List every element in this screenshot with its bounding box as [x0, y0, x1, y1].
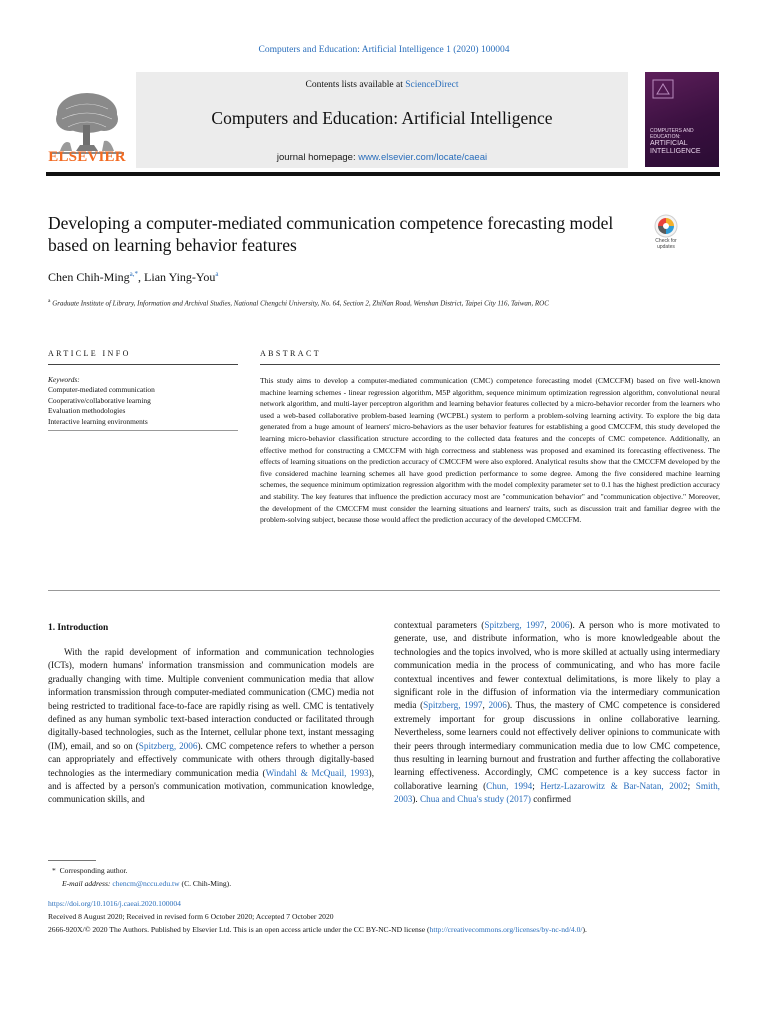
article-info-rule [48, 364, 238, 365]
cover-line: COMPUTERS AND [650, 128, 694, 134]
email-suffix: (C. Chih-Ming). [179, 879, 232, 888]
abstract-bottom-rule [48, 590, 720, 591]
affiliation-text: Graduate Institute of Library, Information and Archival Studies, National Chengchi University, No. 64, Section 2, ZhiNan Road, Wenshan District, Taipei City 116, Taiwan, ROC [52, 299, 549, 308]
cover-line: INTELLIGENCE [650, 148, 701, 155]
citation-link[interactable]: Chua and Chua's study (2017) [420, 794, 531, 805]
author-separator: , [138, 270, 145, 284]
affiliation [48, 296, 668, 309]
text-run: , [544, 620, 552, 630]
homepage-prefix: journal homepage: [276, 152, 359, 163]
text-run: ). Thus, the mastery of CMC competence is considered extremely important for group discussions in online collaborative learning. Nevertheless, some learners could not effectively deliver opinions to communicate with their peers through intermediary communication media due to low CMC competence, thus resulting in learning burnout and frustration and further affecting the collaborative learning effectiveness. Accordingly, CMC competence is a key success factor in collaborative learning ( [394, 700, 720, 791]
badge-line: updates [657, 243, 675, 250]
email-label: E-mail address: [62, 879, 113, 888]
journal-citation[interactable]: Computers and Education: Artificial Intelligence 1 (2020) 100004 [258, 45, 510, 55]
author-name: Lian Ying-You [144, 270, 216, 284]
section-heading-introduction: 1. Introduction [48, 623, 109, 633]
cover-emblem-icon [651, 78, 675, 100]
sciencedirect-link[interactable]: ScienceDirect [405, 80, 459, 90]
doi-link[interactable]: https://doi.org/10.1016/j.caeai.2020.100004 [48, 899, 181, 908]
elsevier-wordmark: ELSEVIER [48, 149, 126, 165]
text-run: ), and is affected by a person's communication motivation, communication knowledge, communication skills, and [48, 767, 374, 805]
keyword-item: Evaluation methodologies [48, 406, 126, 416]
contents-line [136, 80, 628, 90]
citation-link[interactable]: Spitzberg, 2006 [138, 740, 198, 751]
footnote-rule [48, 860, 96, 861]
text-run: With the rapid development of information and communication technologies (ICTs), modern humans' information transmission and communication models are gradually changing with time. Multiple convenient communication media that allow information transmission through computer-mediated communication (CMC) media not being restricted to traditional face-to-face are rapidly rising as well. CMC is tentatively defined as any human symbolic text-based interaction conducted or facilitated through digitally-based technologies, such as the Internet, cellular phone text, instant messaging (IM), email, and so on ( [48, 647, 374, 751]
cover-line: EDUCATION: [650, 134, 681, 140]
text-run: contextual parameters ( [394, 620, 485, 630]
keyword-item: Cooperative/collaborative learning [48, 395, 151, 405]
text-run: ). CMC competence refers to whether a person can appropriately and effectively communicate with others through digitally-based technologies as the intermediary communication media ( [48, 740, 375, 778]
text-run: confirmed [530, 794, 571, 805]
header-rule [46, 172, 720, 176]
license-link[interactable]: http://creativecommons.org/licenses/by-nc-nd/4.0/ [429, 925, 583, 934]
intro-left-column [48, 646, 374, 807]
citation-link[interactable]: 2006 [488, 700, 507, 711]
keyword-item: Interactive learning environments [48, 416, 148, 426]
text-run: ). [412, 794, 421, 805]
keywords-block [48, 375, 238, 427]
check-for-updates-label [645, 239, 687, 250]
abstract-text: This study aims to develop a computer-mediated communication (CMC) competence forecasting model (CMCCFM) based on five well-known machine learning schemes - linear regression algorithm, M5P algorithm, sequence minimum optimization regression algorithm, convolutional neural network algorithm, and multi-layer perceptron algorithm and learning behavior features collected by a micro-behavior recorder from the learners who used a web-based collaborative problem-based learning (WCPBL) system to perform a problem-solving learning activity. To explore the big data generated from a huge amount of learners' micro-behaviors as the user behavior features for establishing a good CMCCFM, this study developed the learning micro-behavior classification structure according to the collected data features and the concepts of CMC competence. Additionally, an effective method for constructing a CMCCFM with high correctness and stableness was proposed and examined its forecasting effectiveness. The effects of learning situations on the prediction accuracy of CMCCFM were also explored. Analytical results show that the CMCCFM developed by the five considered machine learning schemes all have good prediction performance to some degree. Among the five considered machine learning schemes, the sequence minimum optimization regression algorithm with the model complexity parameter set to 0.1 has the highest prediction accuracy and stability. The key features that influence the prediction accuracy most are "communication behavior" and "communication objective." Moreover, the development of the CMCCFM must consider the learning situations and learners' traits, such as discussion trait and familiar degree with the problem-solving subject, because those would affect the prediction accuracy of the developed CMCCFM. [260, 376, 720, 525]
article-title: Developing a computer-mediated communication competence forecasting model based on learning behavior features [48, 213, 614, 255]
intro-paragraph [394, 619, 720, 807]
keywords-rule [48, 430, 238, 431]
cover-text [650, 128, 716, 156]
author-affiliation-link[interactable]: a [215, 270, 219, 278]
journal-homepage [136, 152, 628, 163]
text-run: , [482, 700, 489, 711]
author-list [48, 270, 218, 285]
text-run: ; [687, 780, 696, 791]
badge-line: Check for [655, 238, 677, 244]
keyword-item: Computer-mediated communication [48, 385, 155, 395]
citation-link[interactable]: 2006 [551, 620, 570, 630]
affiliation-mark: a [48, 298, 51, 304]
citation-link[interactable]: Windahl & McQuail, 1993 [265, 767, 369, 778]
citation-link[interactable]: Hertz-Lazarowitz & Bar-Natan, 2002 [540, 780, 688, 791]
article-info-heading: ARTICLE INFO [48, 349, 131, 358]
intro-right-column [394, 619, 720, 807]
intro-paragraph [48, 646, 374, 807]
license-prefix: 2666-920X/© 2020 The Authors. Published by Elsevier Ltd. This is an open access article under the CC BY-NC-ND license ( [48, 925, 430, 934]
footnote-email [62, 878, 231, 889]
doi-line [48, 898, 181, 909]
footnote-text: Corresponding author. [59, 866, 128, 875]
email-link[interactable]: chencm@nccu.edu.tw [112, 879, 180, 888]
citation-link[interactable]: Spitzberg, 1997 [423, 700, 483, 711]
abstract-rule [260, 364, 720, 365]
footnote-corresponding [52, 865, 128, 876]
contents-prefix: Contents lists available at [305, 80, 406, 90]
citation-link[interactable]: Chun, 1994 [486, 780, 533, 791]
license-line [48, 924, 720, 935]
citation-link[interactable]: Smith, 2003 [394, 780, 720, 805]
received-dates: Received 8 August 2020; Received in revised form 6 October 2020; Accepted 7 October 2020 [48, 912, 334, 921]
author-affiliation-link[interactable]: a,* [129, 270, 139, 278]
keywords-label: Keywords: [48, 375, 80, 384]
citation-link[interactable]: Spitzberg, 1997 [484, 620, 545, 630]
footnote-mark: * [52, 866, 56, 875]
abstract-heading: ABSTRACT [260, 349, 321, 358]
cover-line: ARTIFICIAL [650, 140, 688, 147]
author-name: Chen Chih-Ming [48, 270, 130, 284]
journal-title: Computers and Education: Artificial Intelligence [211, 108, 553, 128]
text-run: ). A person who is more motivated to generate, use, and distribute information, who is more knowledgeable about the technologies and the topics involved, who is more skilled at actually using intermediary communication media in the process of communicating, and who has more facile contextual incentives and fewer contextual delimitations, is more likely to play a significant role in the diffusion of information via the intermediary communication media ( [394, 620, 721, 711]
homepage-link[interactable]: www.elsevier.com/locate/caeai [358, 152, 488, 163]
text-run: ; [532, 780, 541, 791]
license-suffix: ). [582, 925, 587, 934]
